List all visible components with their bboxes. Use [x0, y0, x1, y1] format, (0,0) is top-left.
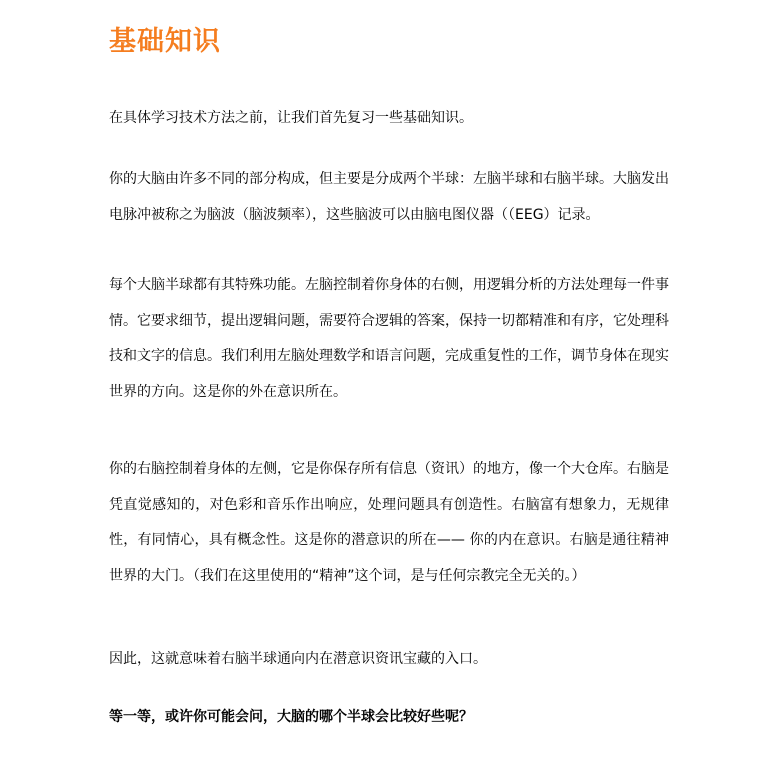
paragraph-right-brain: 你的右脑控制着身体的左侧，它是你保存所有信息（资讯）的地方，像一个大仓库。右脑是凭直觉感知的，对色彩和音乐作出响应，处理问题具有创造性。右脑富有想象力，无规律性，有同情心，具有概念性。这是你的潜意识的所在—— 你的内在意识。右脑是通往精神世界的大门。（我们在这里使用的“精神”这个词，是与任何宗教完全无关的。）	[109, 461, 669, 584]
paragraph-brain-structure: 你的大脑由许多不同的部分构成，但主要是分成两个半球：左脑半球和右脑半球。大脑发出电脉冲被称之为脑波（脑波频率），这些脑波可以由脑电图仪器（（EEG）记录。	[109, 171, 669, 223]
paragraph-intro: 在具体学习技术方法之前，让我们首先复习一些基础知识。	[109, 110, 473, 126]
paragraph-left-brain: 每个大脑半球都有其特殊功能。左脑控制着你身体的右侧，用逻辑分析的方法处理每一件事情。它要求细节，提出逻辑问题，需要符合逻辑的答案，保持一切都精准和有序，它处理科技和文字的信息。我们利用左脑处理数学和语言问题，完成重复性的工作，调节身体在现实世界的方向。这是你的外在意识所在。	[109, 277, 669, 400]
page-title: 基础知识	[109, 26, 221, 57]
paragraph-conclusion: 因此，这就意味着右脑半球通向内在潜意识资讯宝藏的入口。	[109, 651, 487, 667]
question-heading: 等一等，或许你可能会问，大脑的哪个半球会比较好些呢？	[109, 709, 473, 725]
